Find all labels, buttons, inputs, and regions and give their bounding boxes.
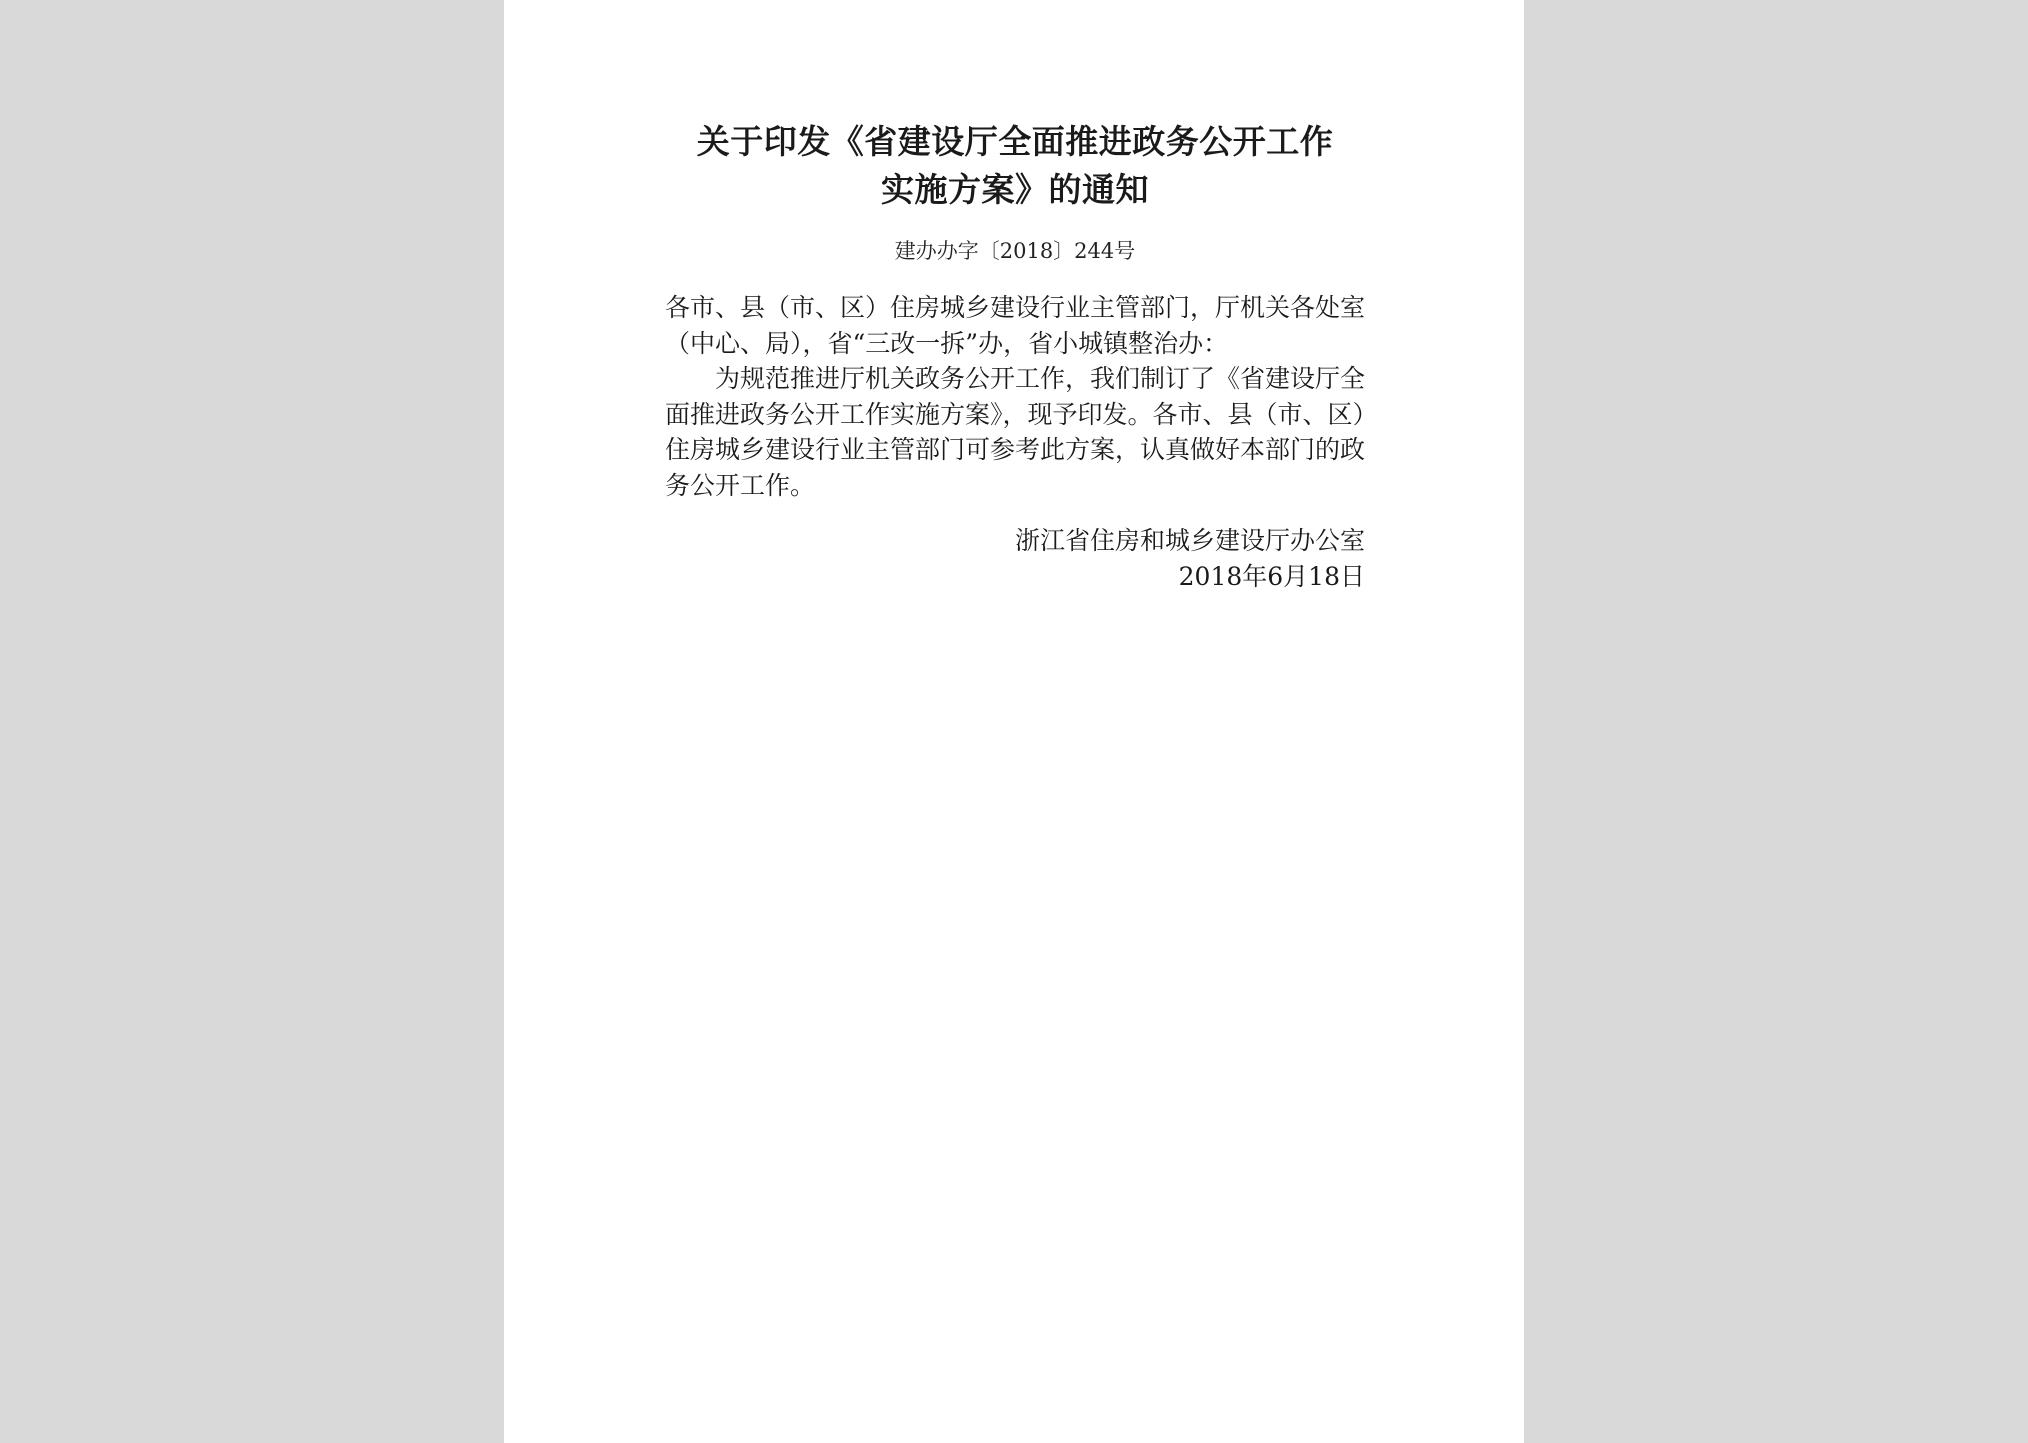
issue-date: 2018年6月18日 [1178,561,1365,591]
document-title [665,118,1365,214]
document-number: 建办办字〔2018〕244号 [894,239,1136,263]
document-page [504,0,1524,1443]
salutation: 各市、县（市、区）住房城乡建设行业主管部门，厅机关各处室（中心、局），省“三改一拆”办，省小城镇整治办： [665,293,1366,358]
title-line-2: 实施方案》的通知 [881,170,1149,209]
body-paragraph: 为规范推进厅机关政务公开工作，我们制订了《省建设厅全面推进政务公开工作实施方案》，现予印发。各市、县（市、区）住房城乡建设行业主管部门可参考此方案，认真做好本部门的政务公开工作。 [665,364,1366,500]
signature-block [665,523,1365,594]
issuer-name: 浙江省住房和城乡建设厅办公室 [1014,526,1365,555]
title-line-1: 关于印发《省建设厅全面推进政务公开工作 [696,122,1334,161]
document-content [665,118,1365,594]
document-body [665,290,1365,503]
